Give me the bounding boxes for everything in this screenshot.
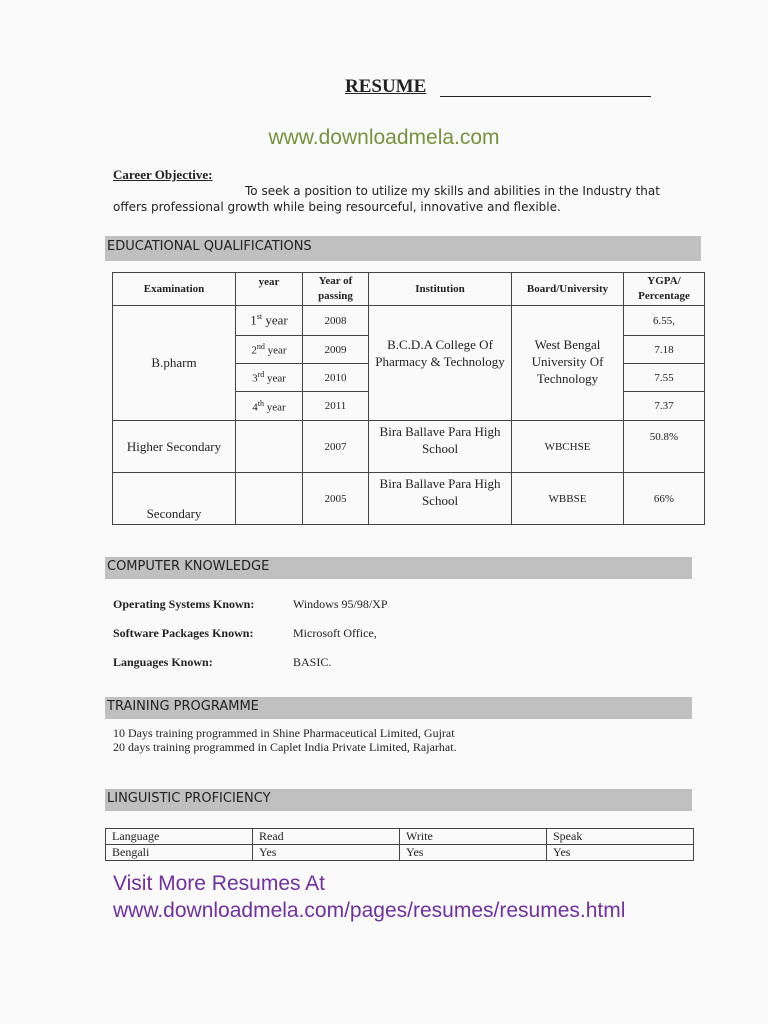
language-cell: Bengali [106,845,253,861]
career-objective-colon: : [208,167,213,182]
header-write: Write [400,829,547,845]
institution-cell: Bira Ballave Para High School [369,421,512,473]
passing-cell: 2010 [303,364,369,392]
table-row [106,845,694,861]
year-cell [236,336,303,364]
training-list [113,726,457,754]
score-cell: 7.55 [624,364,705,392]
training-item: 10 Days training programmed in Shine Pharmaceutical Limited, Gujrat [113,726,455,740]
year-cell-empty [236,473,303,525]
title-underline [440,96,651,97]
passing-cell: 2011 [303,392,369,421]
year-sup: th [257,398,265,408]
table-row [113,306,705,336]
passing-cell: 2009 [303,336,369,364]
score-cell: 6.55, [624,306,705,336]
software-label: Software Packages Known: [113,626,254,640]
year-word: year [264,372,286,385]
exam-secondary: Secondary [113,473,236,525]
header-language: Language [106,829,253,845]
footer-link[interactable]: www.downloadmela.com/pages/resumes/resumes.html [113,899,626,922]
languages-value: BASIC. [293,655,332,669]
exam-higher-secondary: Higher Secondary [113,421,236,473]
training-heading: TRAINING PROGRAMME [105,697,692,719]
year-cell-empty [236,421,303,473]
table-row [113,421,705,473]
table-header-row [106,829,694,845]
year-word: year [264,401,286,414]
header-year-of-passing: Year of passing [303,273,369,306]
write-cell: Yes [400,845,547,861]
score-cell: 50.8% [624,421,705,473]
linguistic-table [105,828,694,861]
score-cell: 7.37 [624,392,705,421]
year-num: 3 [252,372,258,385]
passing-cell: 2008 [303,306,369,336]
languages-label: Languages Known: [113,655,213,669]
website-link[interactable]: www.downloadmela.com [268,126,500,149]
header-institution: Institution [369,273,512,306]
header-read: Read [253,829,400,845]
score-cell: 66% [624,473,705,525]
year-word: year [262,312,288,328]
exam-bpharm: B.pharm [113,306,236,421]
board-bpharm: West Bengal University Of Technology [512,306,624,421]
year-cell [236,306,303,336]
year-sup: nd [256,342,265,352]
career-objective-label-text: Career Objective [113,167,209,182]
computer-heading: COMPUTER KNOWLEDGE [105,557,692,579]
career-objective-text: To seek a position to utilize my skills and abilities in the Industry that offers professional growth while being resourceful, innovative and flexible. [113,184,660,214]
header-examination: Examination [113,273,236,306]
year-sup: st [256,312,263,322]
year-cell [236,364,303,392]
passing-cell: 2005 [303,473,369,525]
header-year: year [236,273,303,306]
board-cell: WBBSE [512,473,624,525]
footer-line1: Visit More Resumes At [113,872,326,895]
year-num: 1 [250,312,257,328]
training-item: 20 days training programmed in Caplet India Private Limited, Rajarhat. [113,740,457,754]
year-sup: rd [257,370,265,380]
header-speak: Speak [547,829,694,845]
software-value: Microsoft Office, [293,626,377,640]
passing-cell: 2007 [303,421,369,473]
year-num: 2 [251,344,257,357]
table-row [113,473,705,525]
os-label: Operating Systems Known: [113,597,255,611]
institution-cell: Bira Ballave Para High School [369,473,512,525]
institution-bpharm: B.C.D.A College Of Pharmacy & Technology [369,306,512,421]
score-cell: 7.18 [624,336,705,364]
career-objective-label [113,167,213,183]
linguistic-heading: LINGUISTIC PROFICIENCY [105,789,692,811]
footer-promo [113,870,653,924]
education-heading: EDUCATIONAL QUALIFICATIONS [105,236,701,261]
os-value: Windows 95/98/XP [293,597,388,611]
speak-cell: Yes [547,845,694,861]
table-header-row [113,273,705,306]
header-board: Board/University [512,273,624,306]
header-score: YGPA/ Percentage [624,273,705,306]
year-cell [236,392,303,421]
year-word: year [264,344,287,357]
education-table [112,272,705,525]
read-cell: Yes [253,845,400,861]
board-cell: WBCHSE [512,421,624,473]
resume-title: RESUME [345,76,427,97]
year-num: 4 [252,401,258,414]
